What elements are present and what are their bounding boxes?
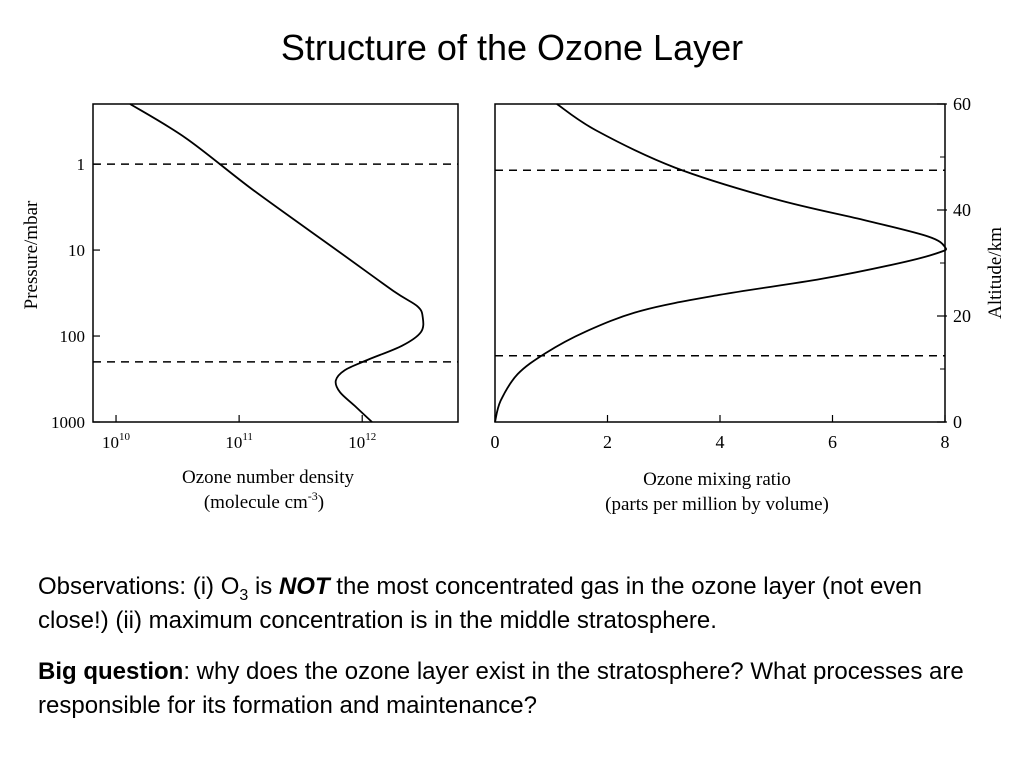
big-question-paragraph [38, 655, 998, 723]
not-emphasis: NOT [278, 573, 330, 600]
right-x-tick-label: 8 [940, 432, 950, 452]
right-chart-panel [491, 94, 1007, 515]
right-x-tick-label: 4 [715, 432, 725, 452]
left-y-tick-label: 1000 [51, 413, 85, 432]
left-y-tick-label: 10 [68, 241, 85, 261]
right-series-line [495, 104, 946, 422]
ozone-figure [0, 90, 1024, 530]
slide-title: Structure of the Ozone Layer [280, 27, 744, 68]
right-plot-frame [495, 104, 945, 422]
observations-prefix: Observations: (i) O [38, 573, 240, 600]
right-x-tick-label: 2 [603, 432, 612, 452]
left-x-tick-label: $10^{11}$ [225, 431, 253, 452]
right-y-axis-label: Altitude/km [985, 227, 1006, 319]
right-x-tick-label: 6 [828, 432, 837, 452]
big-question-label: Big question [38, 658, 184, 685]
right-x-axis-label-units: (parts per million by volume) [605, 494, 829, 515]
left-series-line [130, 104, 423, 422]
right-y-tick-label: 20 [953, 306, 971, 326]
observations-rest: the most concentrated gas in the ozone layer (not even close!) (ii) maximum concentration is in the middle stratosphere. [38, 573, 922, 634]
left-x-tick-label: $10^{10}$ [102, 431, 131, 452]
left-plot-frame [93, 104, 458, 422]
big-question-text: : why does the ozone layer exist in the stratosphere? What processes are responsible for its formation and maintenance? [38, 658, 964, 719]
right-x-tick-label: 0 [490, 432, 500, 452]
observations-mid: is [248, 573, 279, 600]
left-y-tick-label: 100 [59, 327, 85, 347]
left-x-axis-label: Ozone number density [181, 467, 355, 488]
right-y-tick-label: 60 [953, 94, 971, 114]
right-y-tick-label: 0 [953, 412, 962, 432]
right-x-axis-label: Ozone mixing ratio [643, 469, 791, 490]
left-y-axis-label: Pressure/mbar [21, 200, 42, 310]
right-y-tick-label: 40 [953, 200, 971, 220]
o3-subscript: 3 [239, 586, 249, 604]
left-x-axis-label-units: (molecule $cm^{-3}$) [203, 489, 325, 513]
left-x-tick-label: $10^{12}$ [348, 431, 377, 452]
left-y-tick-label: 1 [76, 155, 85, 175]
left-chart-panel [21, 104, 458, 513]
observations-paragraph [38, 570, 998, 638]
